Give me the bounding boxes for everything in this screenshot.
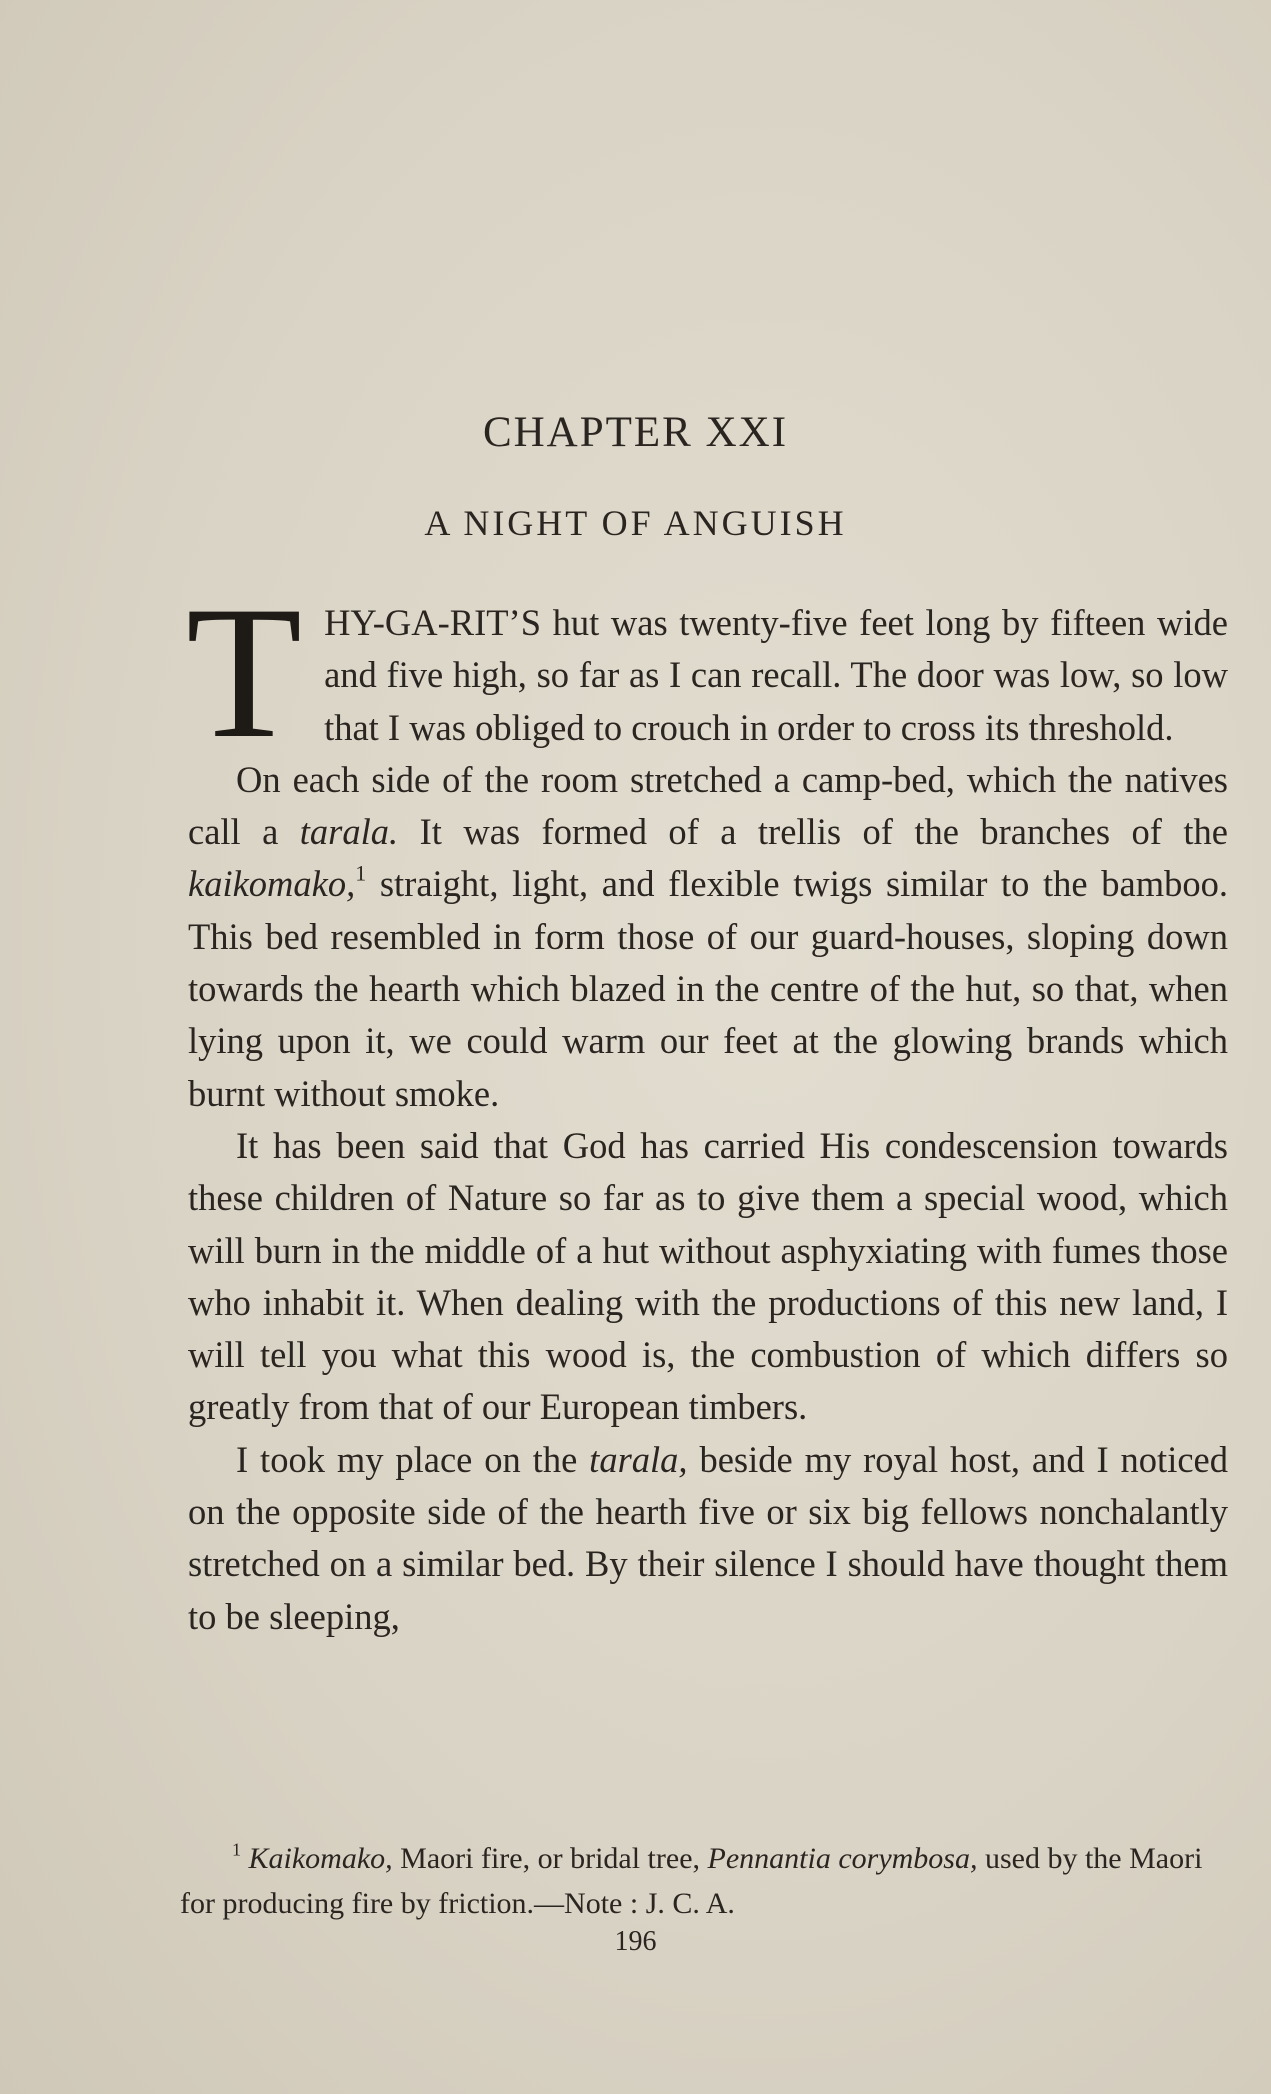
body-text [186, 568, 1228, 1643]
footnote-text [180, 1836, 1230, 1926]
italic-kaikomako: kaikomako, [188, 863, 356, 905]
footnote-text-b: used by the Maori for producing fire by friction.—Note : J. C. A. [180, 1842, 1203, 1920]
chapter-title: A NIGHT OF ANGUISH [424, 503, 847, 543]
drop-cap: T [186, 568, 303, 778]
paragraph-4 [188, 1434, 1228, 1643]
page-number: 196 [614, 1926, 657, 1957]
paragraph-1 [186, 568, 1228, 778]
paragraph-2 [188, 754, 1228, 1120]
italic-tarala-2: tarala, [589, 1438, 688, 1480]
paragraph-1-text: HY-GA-RIT’S hut was twenty-five feet long by fifteen wide and five high, so far as I can recall. The door was low, so low that I was obliged to crouch in order to cross its threshold. [324, 602, 1228, 748]
footnote-ref: 1 [355, 861, 367, 887]
paragraph-2-text-a: On each side of the room stretched a camp-bed, which the natives call a [188, 758, 1228, 853]
paragraph-4-text-b: beside my royal host, and I noticed on the opposite side of the hearth five or six big fellows nonchalantly stretched on a similar bed. By their silence I should have thought them to be sleeping, [188, 1438, 1228, 1637]
paragraph-4-text-a: I took my place on the [236, 1438, 590, 1480]
footnote [180, 1836, 1230, 1926]
paragraph-2-text-c: straight, light, and flexible twigs similar to the bamboo. This bed resembled in form those of our guard-houses, sloping down towards the hearth which blazed in the centre of the hut, so that, when lying upon it, we could warm our feet at the glowing brands which burnt without smoke. [188, 863, 1228, 1114]
footnote-italic-2: Pennantia corymbosa, [707, 1842, 978, 1875]
paragraph-3: It has been said that God has carried His condescension towards these children of Nature so far as to give them a special wood, which will burn in the middle of a hut without asphyxiating with fumes those who inhabit it. When dealing with the productions of this new land, I will tell you what this wood is, the combustion of which differs so greatly from that of our European timbers. [188, 1124, 1228, 1428]
footnote-text-a: Maori fire, or bridal tree, [392, 1842, 708, 1875]
paragraph-2-text-b: It was formed of a trellis of the branches of the [398, 811, 1228, 853]
footnote-marker: 1 [232, 1839, 241, 1860]
footnote-italic-1: Kaikomako, [248, 1842, 393, 1875]
chapter-heading: CHAPTER XXI [482, 409, 789, 456]
italic-tarala: tarala. [299, 811, 399, 853]
